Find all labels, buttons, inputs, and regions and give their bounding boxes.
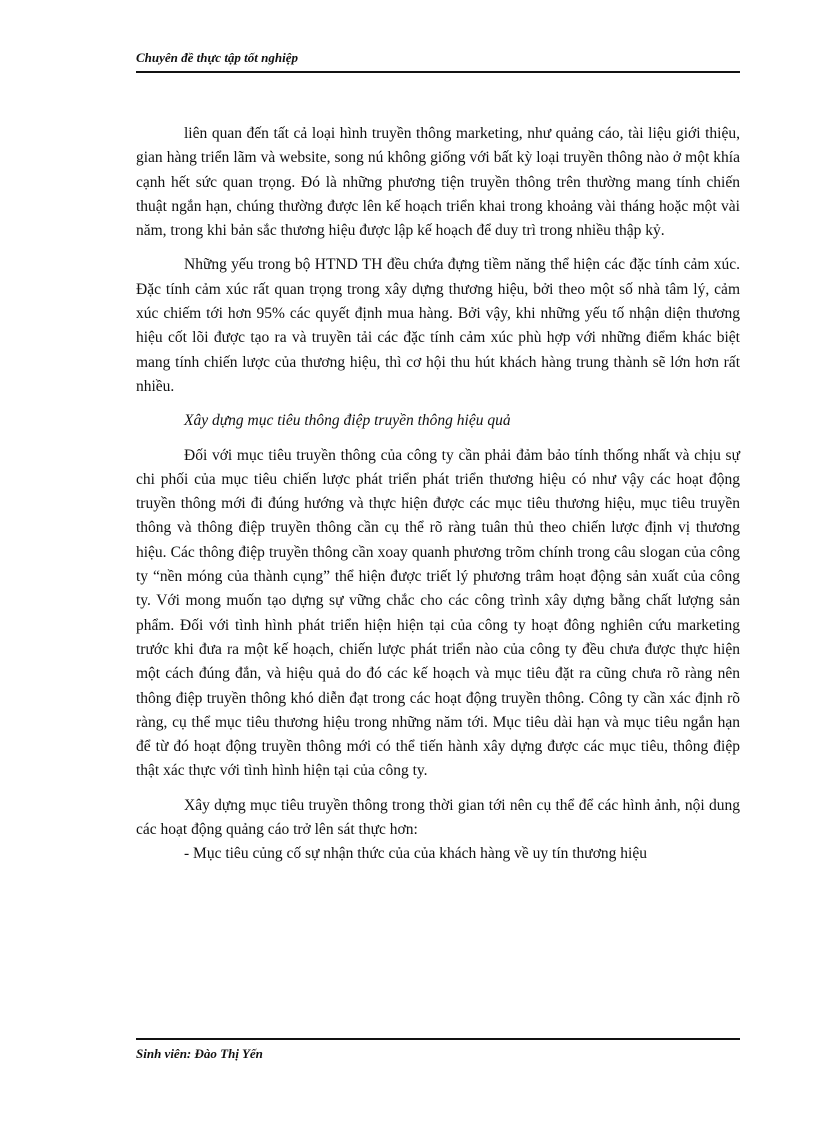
- paragraph-2: Những yếu trong bộ HTND TH đều chứa đựng tiềm năng thể hiện các đặc tính cảm xúc. Đặc tính cảm xúc rất quan trọng trong xây dựng thương hiệu, bởi theo một số nhà tâm lý, cảm xúc chiếm tới hơn 95% các quyết định mua hàng. Bởi vậy, khi những yếu tố nhận diện thương hiệu cốt lõi được tạo ra và truyền tải các đặc tính cảm xúc phù hợp với những điểm khác biệt mang tính chiến lược của thương hiệu, thì cơ hội thu hút khách hàng trung thành sẽ lớn hơn rất nhiều.: [136, 256, 740, 395]
- bullet-item-1: - Mục tiêu củng cố sự nhận thức của của khách hàng về uy tín thương hiệu: [184, 845, 647, 863]
- page-header: [136, 49, 740, 73]
- page-footer: [136, 1038, 740, 1062]
- document-body: [136, 122, 740, 867]
- paragraph-1: liên quan đến tất cả loại hình truyền thông marketing, như quảng cáo, tài liệu giới thiệu, gian hàng triển lãm và website, song nú không giống với bất kỳ loại truyền thông nào ở một khía cạnh hết sức quan trọng. Đó là những phương tiện truyền thông trên thường mang tính chiến thuật ngắn hạn, chúng thường được lên kế hoạch triển khai trong khoảng vài tháng hoặc một vài năm, trong khi bản sắc thương hiệu được lập kế hoạch để duy trì trong nhiều thập kỷ.: [136, 125, 740, 240]
- paragraph-3: Đối với mục tiêu truyền thông của công ty cần phải đảm bảo tính thống nhất và chịu sự chi phối của mục tiêu chiến lược phát triển phát triển thương hiệu có như vậy các hoạt động truyền thông mới đi đúng hướng và thực hiện được các mục tiêu thương hiệu, mục tiêu truyền thông và thông điệp truyền thông cần cụ thể rõ ràng tuân thủ theo chiến lược định vị thương hiệu. Các thông điệp truyền thông cần xoay quanh phương trõm chính trong câu slogan của công ty “nền móng của thành cụng” thể hiện được triết lý phương trâm hoạt động sản xuất của công ty. Với mong muốn tạo dựng sự vững chắc cho các công trình xây dựng bằng chất lượng sản phẩm. Đối với tình hình phát triển hiện hiện tại của công ty hoạt đông nghiên cứu marketing trước khi đưa ra một kế hoạch, chiến lược phát triển nào của công ty đều chưa được thực hiện một cách đúng đắn, và hiệu quả do đó các kế hoạch và mục tiêu đặt ra cũng chưa rõ ràng nên thông điệp truyền thông khó diễn đạt trong các hoạt động truyền thông. Công ty cần xác định rõ ràng, cụ thể mục tiêu thương hiệu trong những năm tới. Mục tiêu dài hạn và mục tiêu ngắn hạn để từ đó hoạt động truyền thông mới có thể tiến hành xây dựng được các mục tiêu, thông điệp thật xác thực với tình hình hiện tại của công ty.: [136, 446, 740, 780]
- footer-student-name: Sinh viên: Đào Thị Yến: [136, 1046, 263, 1061]
- header-title: Chuyên đề thực tập tốt nghiệp: [136, 50, 298, 65]
- section-subheading: Xây dựng mục tiêu thông điệp truyền thông hiệu quả: [184, 412, 511, 430]
- paragraph-4: Xây dựng mục tiêu truyền thông trong thời gian tới nên cụ thể để các hình ảnh, nội dung các hoạt động quảng cáo trở lên sát thực hơn:: [136, 796, 740, 839]
